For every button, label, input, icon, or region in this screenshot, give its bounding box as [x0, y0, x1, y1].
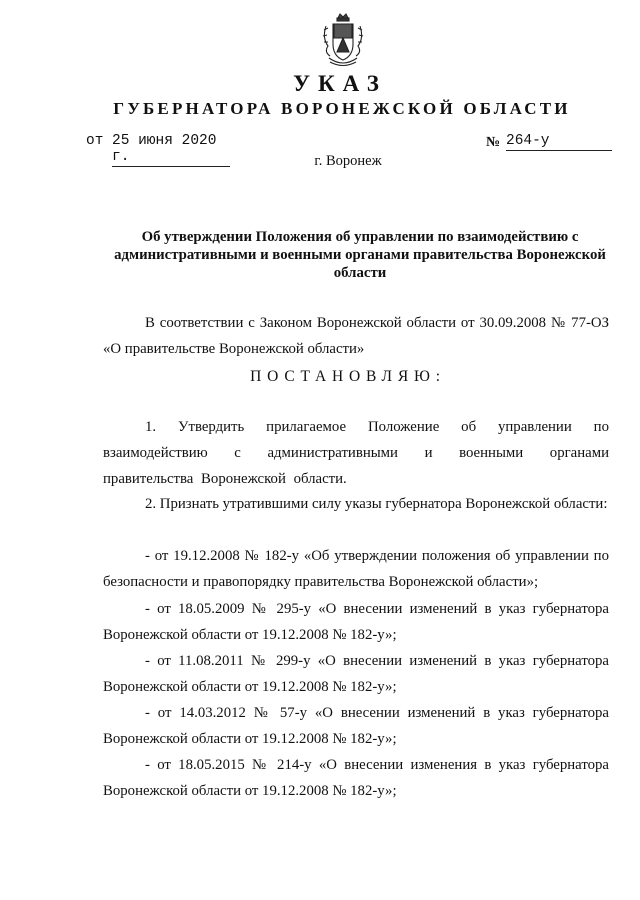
- number-sign: №: [486, 135, 501, 150]
- item-2: 2. Признать утратившими силу указы губернатора Воронежской области:: [145, 496, 608, 512]
- decree-heading: Об утверждении Положения об управлении по взаимодействию с административными и военными органами правительства Воронежской области: [114, 229, 606, 281]
- item-1: 1. Утвердить прилагаемое Положение об управлении по взаимодействию с административными и военными органами правительства Воронежской области.: [103, 419, 609, 487]
- decree-number: 264-у: [506, 133, 612, 151]
- decree-date: 25 июня 2020 г.: [112, 133, 230, 167]
- repealed-decree-4: - от 14.03.2012 № 57-у «О внесении изменений в указ губернатора Воронежской области от 19.12.2008 № 182-у»;: [103, 705, 609, 747]
- repealed-decree-2: - от 18.05.2009 № 295-у «О внесении изменений в указ губернатора Воронежской области от 19.12.2008 № 182-у»;: [103, 601, 609, 643]
- document-title: УКАЗ: [293, 71, 387, 96]
- city: г. Воронеж: [314, 153, 382, 169]
- document-subtitle: ГУБЕРНАТОРА ВОРОНЕЖСКОЙ ОБЛАСТИ: [113, 99, 571, 118]
- decree-word: ПОСТАНОВЛЯЮ:: [250, 368, 446, 385]
- repealed-decree-5: - от 18.05.2015 № 214-у «О внесении изменения в указ губернатора Воронежской области от 19.12.2008 № 182-у»;: [103, 757, 609, 799]
- date-prefix: от: [86, 133, 104, 149]
- repealed-decree-1: - от 19.12.2008 № 182-у «Об утверждении положения об управлении по безопасности и правопорядку правительства Воронежской области»;: [103, 548, 609, 590]
- repealed-decree-3: - от 11.08.2011 № 299-у «О внесении изменений в указ губернатора Воронежской области от 19.12.2008 № 182-у»;: [103, 653, 609, 695]
- preamble-paragraph: В соответствии с Законом Воронежской области от 30.09.2008 № 77-ОЗ «О правительстве Воронежской области»: [103, 315, 609, 357]
- coat-of-arms-icon: [320, 12, 366, 70]
